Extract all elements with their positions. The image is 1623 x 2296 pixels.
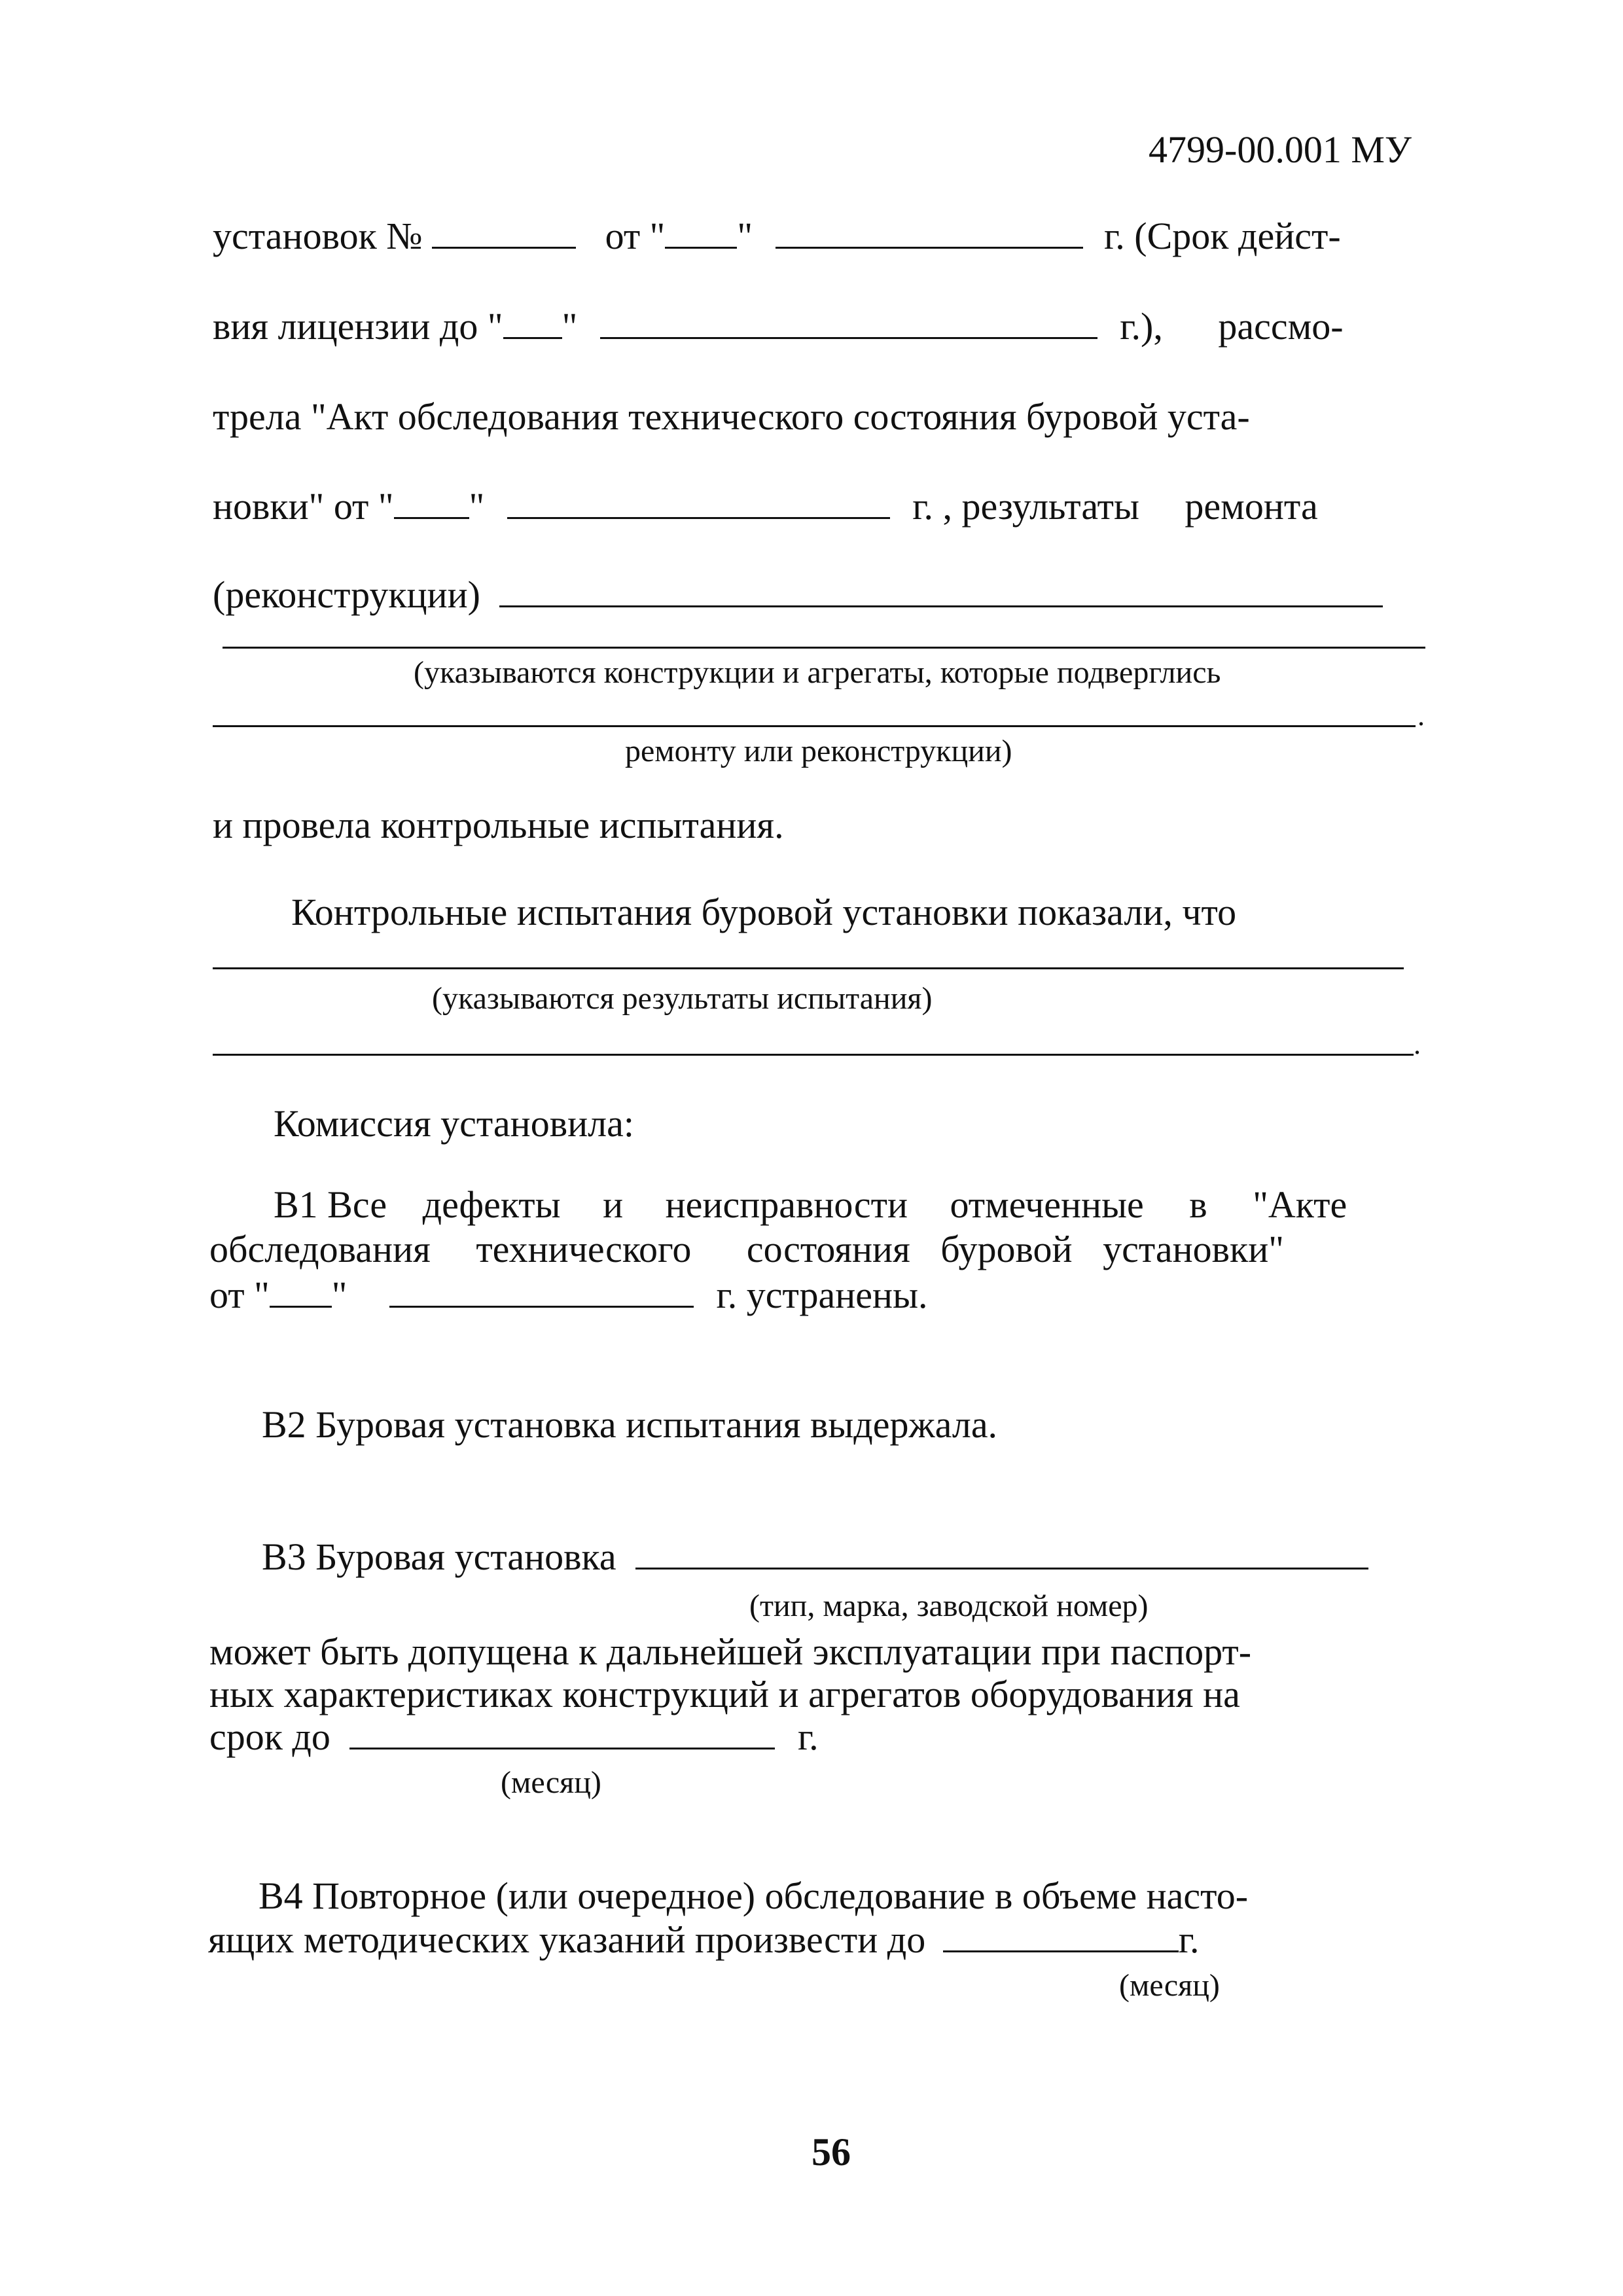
blank-field bbox=[499, 600, 1383, 607]
text-line: В3 Буровая установка bbox=[262, 1538, 1368, 1576]
text-line: ящих методических указаний произвести до г. bbox=[208, 1918, 1200, 1961]
blank-field bbox=[432, 242, 576, 249]
period-mark: . bbox=[1414, 1028, 1421, 1060]
text-line: новки" от " " г. , результаты ремонта bbox=[213, 485, 1318, 528]
text-line: Контрольные испытания буровой установки показали, что bbox=[291, 891, 1237, 933]
blank-field bbox=[665, 242, 737, 249]
blank-field bbox=[394, 512, 469, 519]
text-line: и провела контрольные испытания. bbox=[213, 804, 784, 846]
text-line: срок до г. bbox=[209, 1715, 819, 1758]
text-line: ных характеристиках конструкций и агрегатов оборудования на bbox=[209, 1673, 1240, 1715]
blank-line bbox=[213, 1054, 1414, 1056]
text-line: от " " г. устранены. bbox=[209, 1274, 928, 1316]
text-line: вия лицензии до " " г.), рассмо- bbox=[213, 305, 1344, 348]
blank-field bbox=[389, 1300, 694, 1308]
text-line: установок № от " " г. (Срок дейст- bbox=[213, 215, 1341, 257]
text-line: трела "Акт обследования технического состояния буровой уста- bbox=[213, 395, 1250, 438]
blank-field bbox=[503, 332, 562, 339]
field-caption: (тип, марка, заводской номер) bbox=[749, 1588, 1149, 1623]
item-b2: В2 Буровая установка испытания выдержала. bbox=[262, 1403, 998, 1446]
page-number: 56 bbox=[812, 2130, 851, 2174]
blank-field bbox=[349, 1742, 775, 1749]
text-line: (реконструкции) bbox=[213, 576, 1383, 614]
blank-field bbox=[600, 332, 1097, 339]
text-line: может быть допущена к дальнейшей эксплуатации при паспорт- bbox=[209, 1630, 1252, 1673]
document-code: 4799-00.001 МУ bbox=[1149, 128, 1412, 171]
field-caption: (указываются результаты испытания) bbox=[432, 981, 933, 1016]
blank-field bbox=[270, 1300, 332, 1308]
blank-line bbox=[223, 647, 1425, 649]
blank-field bbox=[635, 1562, 1368, 1570]
blank-line bbox=[213, 967, 1404, 969]
text-line: обследования технического состояния буровой установки" bbox=[209, 1228, 1284, 1270]
blank-field bbox=[776, 242, 1083, 249]
text-line: В1 Все дефекты и неисправности отмеченные в "Акте bbox=[274, 1183, 1347, 1226]
field-caption: ремонту или реконструкции) bbox=[625, 734, 1012, 768]
blank-line bbox=[213, 725, 1416, 727]
blank-field bbox=[943, 1945, 1179, 1952]
blank-field bbox=[507, 512, 890, 519]
field-caption: (указываются конструкции и агрегаты, которые подверглись bbox=[414, 655, 1221, 690]
section-heading: Комиссия установила: bbox=[274, 1102, 634, 1145]
period-mark: . bbox=[1418, 700, 1425, 732]
text-line: В4 Повторное (или очередное) обследование в объеме насто- bbox=[259, 1874, 1249, 1917]
field-caption: (месяц) bbox=[1119, 1968, 1220, 2003]
field-caption: (месяц) bbox=[501, 1765, 601, 1800]
